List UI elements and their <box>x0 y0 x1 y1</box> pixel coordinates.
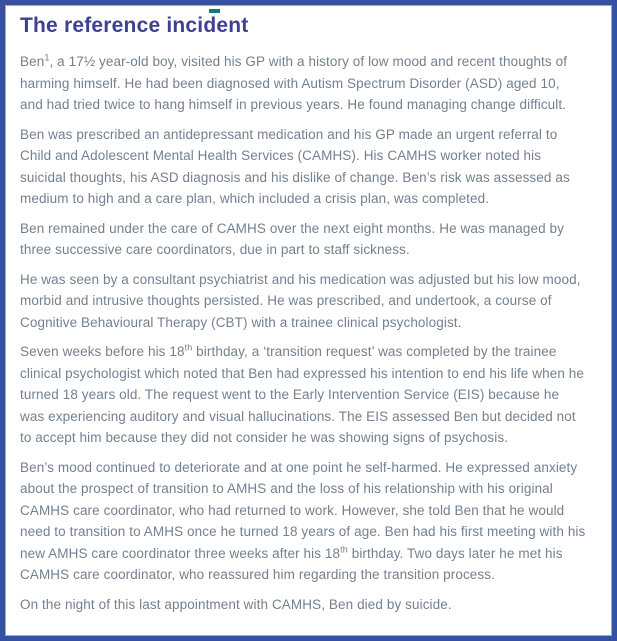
text-run: Seven weeks before his 18 <box>20 344 185 359</box>
clipped-graphic-fragment <box>209 9 220 13</box>
paragraph <box>20 457 586 586</box>
paragraph <box>20 218 586 261</box>
paragraph <box>20 124 586 210</box>
text-run: On the night of this last appointment with CAMHS, Ben died by suicide. <box>20 596 452 612</box>
body-text <box>20 51 586 615</box>
text-run: He was seen by a consultant psychiatrist and his medication was adjusted but his low mood, morbid and intrusive thoughts persisted. He was prescribed, and undertook, a course of Cognitive Behavioural Therapy (CBT) with a trainee clinical psychologist. <box>20 271 581 330</box>
paragraph <box>20 269 586 334</box>
text-run: Ben’s mood continued to deteriorate and at one point he self-harmed. He expressed anxiety about the prospect of transition to AMHS and the loss of his relationship with his original CAMHS care coordinator, who had returned to work. However, she told Ben that he would need to transition to AMHS once he turned 18 years of age. Ben had his first meeting with his new AMHS care coordinator three weeks after his 18 <box>20 459 586 561</box>
paragraph <box>20 594 586 616</box>
text-run: , a 17½ year-old boy, visited his GP with a history of low mood and recent thoughts of harming himself. He had been diagnosed with Autism Spectrum Disorder (ASD) aged 10, and had tried twice to hang himself in previous years. He found managing change difficult. <box>20 54 568 112</box>
page-title: The reference incident <box>20 14 249 37</box>
paragraph <box>20 341 586 449</box>
text-run: birthday, a ‘transition request’ was completed by the trainee clinical psychologist which noted that Ben had expressed his intention to end his life when he turned 18 years old. The request went to the Early Intervention Service (EIS) because he was experiencing auditory and visual hallucinations. The EIS assessed Ben but decided not to accept him because they did not consider he was showing signs of psychosis. <box>20 344 584 445</box>
superscript: th <box>340 544 348 554</box>
text-run: birthday. Two days later he met his CAMHS care coordinator, who reassured him regarding the transition process. <box>20 545 563 582</box>
text-run: Ben <box>20 54 45 69</box>
superscript: th <box>184 342 193 353</box>
paragraph <box>20 51 586 116</box>
panel-content <box>5 5 612 636</box>
superscript: 1 <box>44 52 50 63</box>
text-run: Ben was prescribed an antidepressant medication and his GP made an urgent referral to Child and Adolescent Mental Health Services (CAMHS). His CAMHS worker noted his suicidal thoughts, his ASD diagnosis and his dislike of change. Ben’s risk was assessed as medium to high and a care plan, which included a crisis plan, was completed. <box>20 126 570 206</box>
text-run: Ben remained under the care of CAMHS over the next eight months. He was managed by three successive care coordinators, due in part to staff sickness. <box>20 220 564 257</box>
